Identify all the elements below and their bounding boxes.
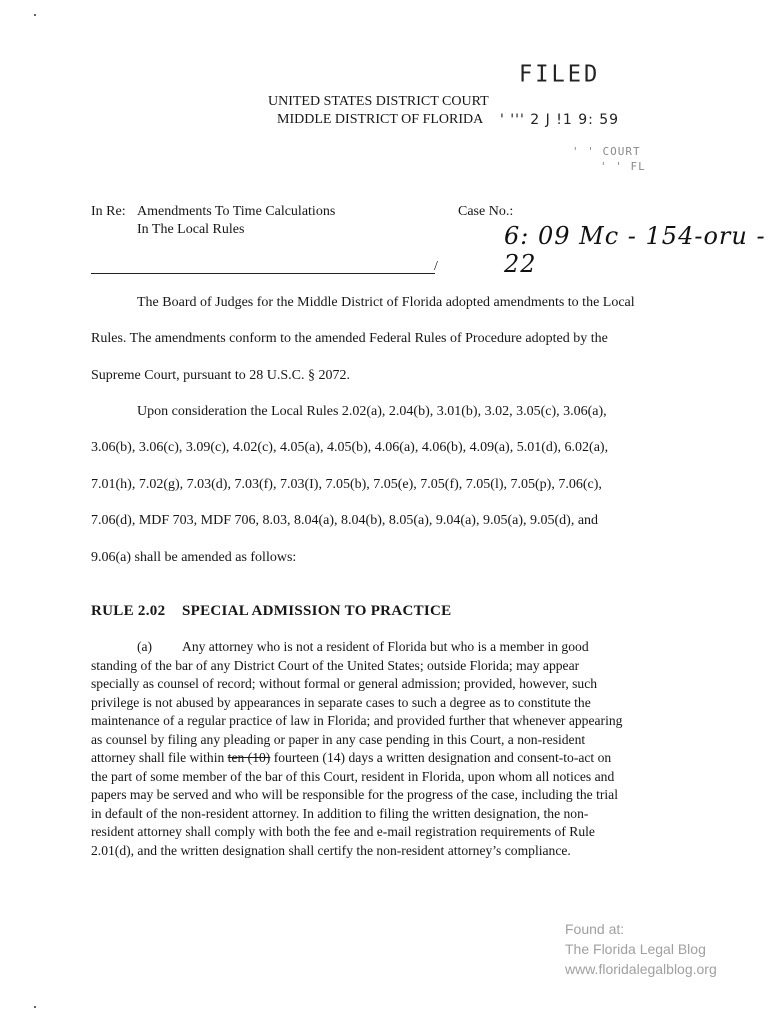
case-title-line-1: Amendments To Time Calculations [137,204,336,219]
paragraph-2-line-1: Upon consideration the Local Rules 2.02(a), 2.04(b), 3.01(b), 3.02, 3.05(c), 3.06(a), [137,404,607,419]
paragraph-1-line-2: Rules. The amendments conform to the amended Federal Rules of Procedure adopted by the [91,331,608,346]
handwritten-case-number: 6: 09 Mc - 154-oru - 22 [504,222,766,278]
rule-title: SPECIAL ADMISSION TO PRACTICE [182,603,452,619]
paragraph-2-line-5: 9.06(a) shall be amended as follows: [91,550,297,565]
struck-text: ten (10) [227,750,271,765]
rule-text-line-4: privilege is not abused by appearances in separate cases to such a degree as to constitute the [91,695,591,710]
in-re-label: In Re: [91,204,126,219]
rule-subsection-label: (a) [137,639,153,654]
stamp-clerk-line-2: ' ' FL [600,160,646,173]
rule-text-line-1: Any attorney who is not a resident of Florida but who is a member in good [182,639,589,654]
court-district: MIDDLE DISTRICT OF FLORIDA [277,112,484,127]
paragraph-2-line-4: 7.06(d), MDF 703, MDF 706, 8.03, 8.04(a), 8.04(b), 8.05(a), 9.04(a), 9.05(a), 9.05(d), and [91,513,599,528]
rule-text-line-3: specially as counsel of record; without formal or general admission; provided, however, such [91,676,598,691]
filed-stamp: FILED [519,61,601,88]
source-note-label: Found at: [565,921,625,937]
paragraph-2-line-2: 3.06(b), 3.06(c), 3.09(c), 4.02(c), 4.05(a), 4.05(b), 4.06(a), 4.06(b), 4.09(a), 5.01(d), 6.02(a), [91,440,609,455]
caption-slash: / [434,259,438,274]
scan-speck [34,1006,36,1008]
paragraph-2-line-3: 7.01(h), 7.02(g), 7.03(d), 7.03(f), 7.03(I), 7.05(b), 7.05(e), 7.05(f), 7.05(l), 7.05(p), 7.06(c), [91,477,602,492]
rule-text-line-9: papers may be served and who will be responsible for the progress of the case, including the trial [91,787,618,802]
rule-text-line-7-post: fourteen (14) days a written designation and consent-to-act on [270,750,612,765]
rule-text-line-7 [91,749,611,768]
source-blog-url: www.floridalegalblog.org [565,961,717,977]
rule-text-line-7-pre: attorney shall file within [91,750,228,765]
filed-timestamp: ' ''' 2 J !1 9: 59 [500,112,620,128]
stamp-clerk-line: ' ' COURT [572,145,641,158]
paragraph-1-line-3: Supreme Court, pursuant to 28 U.S.C. § 2072. [91,368,350,383]
caption-divider [91,273,435,274]
rule-text-line-8: the part of some member of the bar of this Court, resident in Florida, upon whom all notices and [91,769,615,784]
rule-text-line-10: in default of the non-resident attorney. In addition to filing the written designation, the non- [91,806,589,821]
case-no-label: Case No.: [458,204,514,219]
rule-text-line-11: resident attorney shall comply with both the fee and e-mail registration requirements of Rule [91,824,595,839]
court-name: UNITED STATES DISTRICT COURT [268,94,489,109]
rule-text-line-2: standing of the bar of any District Court of the United States; outside Florida; may appear [91,658,580,673]
rule-number: RULE 2.02 [91,603,166,619]
scan-speck [34,14,36,16]
paragraph-1-line-1: The Board of Judges for the Middle District of Florida adopted amendments to the Local [137,295,635,310]
case-title-line-2: In The Local Rules [137,222,245,237]
source-blog-name: The Florida Legal Blog [565,941,706,957]
rule-text-line-5: maintenance of a regular practice of law in Florida; and provided further that whenever appearing [91,713,623,728]
rule-text-line-6: as counsel by filing any pleading or paper in any case pending in this Court, a non-resident [91,732,586,747]
rule-text-line-12: 2.01(d), and the written designation shall certify the non-resident attorney’s compliance. [91,843,571,858]
